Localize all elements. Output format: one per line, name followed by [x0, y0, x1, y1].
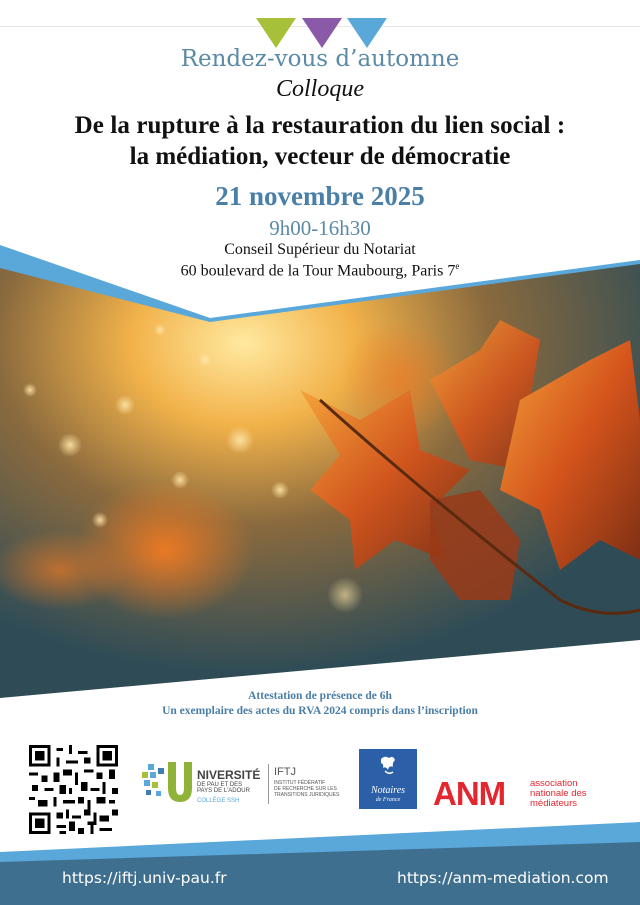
iftj-url-link[interactable]: https://iftj.univ-pau.fr — [62, 869, 227, 887]
anm-logo[interactable] — [433, 775, 623, 815]
event-venue: Conseil Supérieur du Notariat — [224, 241, 416, 258]
uppa-college: COLLÈGE SSH — [197, 798, 240, 804]
uppa-iftj-logo[interactable] — [140, 758, 350, 808]
anm-line-2: nationale des — [530, 788, 587, 799]
address-text: 60 boulevard de la Tour Maubourg, Paris 7 — [180, 262, 456, 280]
iftj-line-2: DE RECHERCHE SUR LES — [274, 786, 337, 792]
logo-divider — [268, 764, 269, 804]
notaires-name: Notaires — [370, 785, 406, 796]
event-series: Rendez-vous d’automne — [180, 46, 460, 72]
anm-line-1: association — [530, 778, 578, 789]
iftj-line-3: TRANSITIONS JURIDIQUES — [274, 792, 340, 798]
iftj-title: IFTJ — [274, 766, 296, 778]
iftj-line-1: INSTITUT FÉDÉRATIF — [274, 780, 326, 786]
uppa-sub-2: PAYS DE L'ADOUR — [197, 788, 250, 794]
event-date: 21 novembre 2025 — [215, 181, 425, 211]
qr-code[interactable] — [29, 745, 118, 834]
notaires-sub: de France — [375, 797, 401, 803]
autumn-leaves-photo — [0, 240, 640, 710]
notaires-de-france-logo[interactable] — [359, 749, 417, 809]
marianne-icon — [359, 751, 417, 785]
footer-band — [0, 822, 640, 905]
green-triangle — [256, 18, 296, 48]
blue-triangle — [347, 18, 387, 48]
anm-line-3: médiateurs — [530, 798, 577, 809]
anm-tagline — [530, 779, 587, 809]
uppa-pixel-mark-icon — [140, 758, 196, 808]
uppa-sub-1: DE PAU ET DES — [197, 782, 243, 788]
event-hours: 9h00-16h30 — [269, 216, 371, 240]
purple-triangle — [302, 18, 342, 48]
event-kind: Colloque — [276, 76, 364, 102]
anm-wordmark: ANM — [433, 775, 506, 812]
uppa-university-word: NIVERSITÉ — [197, 768, 261, 782]
proceedings-note: Un exemplaire des actes du RVA 2024 compris dans l’inscription — [162, 705, 478, 717]
title-line-1: De la rupture à la restauration du lien social : — [74, 112, 566, 139]
title-line-2: la médiation, vecteur de démocratie — [129, 143, 511, 170]
address-superscript: e — [455, 261, 460, 271]
anm-url-link[interactable]: https://anm-mediation.com — [397, 869, 609, 887]
attendance-note: Attestation de présence de 6h — [248, 690, 392, 702]
